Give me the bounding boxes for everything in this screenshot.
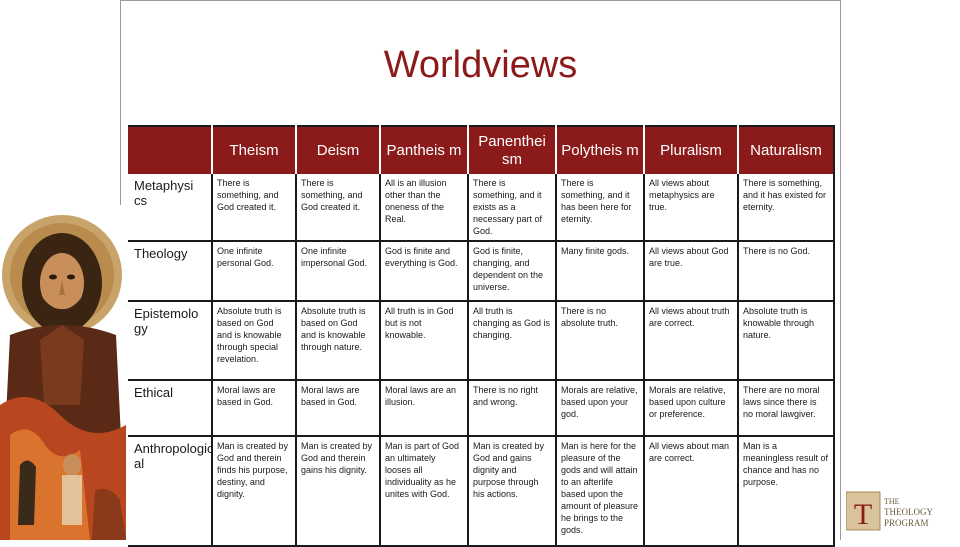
header-deism: Deism bbox=[296, 126, 380, 174]
header-cell-blank bbox=[128, 126, 212, 174]
table-cell: There is something, and God created it. bbox=[296, 174, 380, 241]
table-cell: There is something, and God created it. bbox=[212, 174, 296, 241]
worldviews-table bbox=[128, 125, 835, 547]
table-cell: One infinite personal God. bbox=[212, 241, 296, 301]
table-cell: Man is created by God and therein gains his dignity. bbox=[296, 436, 380, 546]
table-row-epistemology bbox=[128, 301, 834, 380]
table-cell: Moral laws are an illusion. bbox=[380, 380, 468, 436]
logo-word-program: PROGRAM bbox=[884, 518, 929, 528]
table-row-theology bbox=[128, 241, 834, 301]
svg-text:T: T bbox=[853, 498, 873, 531]
row-label: Anthropologic al bbox=[128, 436, 212, 546]
table-cell: All views about truth are correct. bbox=[644, 301, 738, 380]
table-cell: There is no God. bbox=[738, 241, 834, 301]
slide-title: Worldviews bbox=[383, 44, 578, 86]
header-pluralism: Pluralism bbox=[644, 126, 738, 174]
header-naturalism: Naturalism bbox=[738, 126, 834, 174]
table-row-metaphysics bbox=[128, 174, 834, 241]
table-cell: All is an illusion other than the oneness of the Real. bbox=[380, 174, 468, 241]
table-cell: All truth is in God but is not knowable. bbox=[380, 301, 468, 380]
table-cell: Man is here for the pleasure of the gods and will attain to an afterlife based upon the amount of pleasure he brings to the gods. bbox=[556, 436, 644, 546]
table-cell: Man is part of God an ultimately looses all individuality as he unites with God. bbox=[380, 436, 468, 546]
table-cell: Absolute truth is based on God and is knowable through nature. bbox=[296, 301, 380, 380]
christ-icon-image bbox=[0, 205, 126, 540]
table-cell: Morals are relative, based upon your god. bbox=[556, 380, 644, 436]
table-row-anthropological bbox=[128, 436, 834, 546]
table-cell: Moral laws are based in God. bbox=[212, 380, 296, 436]
row-label: Metaphysi cs bbox=[128, 174, 212, 241]
table-cell: All views about metaphysics are true. bbox=[644, 174, 738, 241]
table-cell: There is no absolute truth. bbox=[556, 301, 644, 380]
logo-word-the: THE bbox=[884, 497, 900, 506]
table-cell: One infinite impersonal God. bbox=[296, 241, 380, 301]
header-panentheism: Panenthei sm bbox=[468, 126, 556, 174]
table-cell: Many finite gods. bbox=[556, 241, 644, 301]
row-label: Epistemolo gy bbox=[128, 301, 212, 380]
table-cell: All views about God are true. bbox=[644, 241, 738, 301]
header-pantheism: Pantheis m bbox=[380, 126, 468, 174]
table-header-row bbox=[128, 126, 834, 174]
table-cell: There is something, and it has existed for eternity. bbox=[738, 174, 834, 241]
theology-program-logo bbox=[846, 490, 950, 534]
table-cell: Moral laws are based in God. bbox=[296, 380, 380, 436]
table-cell: There are no moral laws since there is no moral lawgiver. bbox=[738, 380, 834, 436]
table-cell: Morals are relative, based upon culture or preference. bbox=[644, 380, 738, 436]
table-cell: Absolute truth is based on God and is knowable through special revelation. bbox=[212, 301, 296, 380]
header-theism: Theism bbox=[212, 126, 296, 174]
table-cell: Man is created by God and therein finds his purpose, destiny, and dignity. bbox=[212, 436, 296, 546]
table-row-ethical bbox=[128, 380, 834, 436]
header-polytheism: Polytheis m bbox=[556, 126, 644, 174]
table-cell: There is something, and it has been here for eternity. bbox=[556, 174, 644, 241]
row-label: Theology bbox=[128, 241, 212, 301]
logo-word-theology: THEOLOGY bbox=[884, 507, 933, 517]
table-cell: God is finite, changing, and dependent on the universe. bbox=[468, 241, 556, 301]
table-cell: Man is created by God and gains dignity and purpose through his actions. bbox=[468, 436, 556, 546]
table-cell: Man is a meaningless result of chance and has no purpose. bbox=[738, 436, 834, 546]
table-cell: All truth is changing as God is changing. bbox=[468, 301, 556, 380]
table-cell: There is something, and it exists as a necessary part of God. bbox=[468, 174, 556, 241]
table-cell: There is no right and wrong. bbox=[468, 380, 556, 436]
table-cell: God is finite and everything is God. bbox=[380, 241, 468, 301]
table-cell: Absolute truth is knowable through nature. bbox=[738, 301, 834, 380]
row-label: Ethical bbox=[128, 380, 212, 436]
table-cell: All views about man are correct. bbox=[644, 436, 738, 546]
